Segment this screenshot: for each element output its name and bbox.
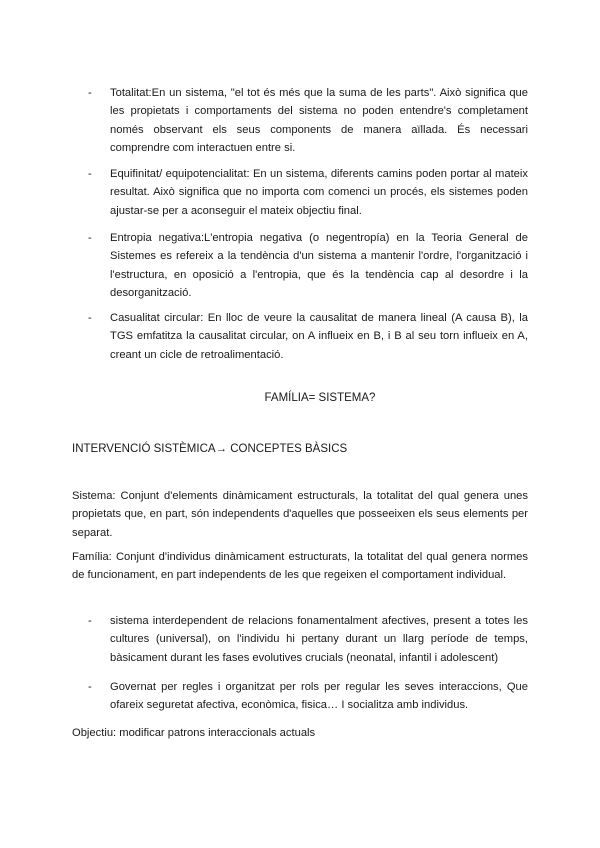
bullet-dash: - <box>88 87 92 99</box>
bullet-dash: - <box>88 312 92 324</box>
bullet-text: Equifinitat/ equipotencialitat: En un sistema, diferents camins poden portar al mateix resultat. Això significa que no importa com comenci un procés, els sistemes poden ajustar-se per a aconseguir el mateix objectiu final. <box>110 168 528 217</box>
objective-line: Objectiu: modificar patrons interaccionals actuals <box>72 727 316 739</box>
bullet-text: Governat per regles i organitzat per rols per regular les seves interaccions, Que ofareix seguretat afectiva, econòmica, fisica… I socialitza amb individus. <box>110 681 528 712</box>
bullet-text: Casualitat circular: En lloc de veure la causalitat de manera lineal (A causa B), la TGS emfatitza la causalitat circular, on A influeix en B, i B al seu torn influeix en A, creant un cicle de retroalimentació. <box>110 312 528 361</box>
definition-familia: Família: Conjunt d'individus dinàmicament estructurats, la totalitat del qual genera normes de funcionament, en part independents de les que regeixen el comportament individual. <box>72 551 528 582</box>
bullet-text: Entropia negativa:L'entropia negativa (o negentropía) en la Teoria General de Sistemes es refereix a la tendència d'un sistema a mantenir l'ordre, l'organització i l'estructura, en oposició a l'entropia, que és la tendència cap al desordre i la desorganització. <box>110 232 528 299</box>
bullet-text: Totalitat:En un sistema, "el tot és més que la suma de les parts". Això significa que les propietats i comportaments del sistema no poden entendre's completament només observant els seus components de manera aïllada. És necessari comprendre com interactuen entre si. <box>110 87 528 154</box>
bullet-dash: - <box>88 681 92 693</box>
section-heading: INTERVENCIÓ SISTÈMICA→ CONCEPTES BÀSICS <box>72 443 348 455</box>
definition-sistema: Sistema: Conjunt d'elements dinàmicament estructurals, la totalitat del qual genera unes propietats que, en part, són independents d'aquelles que posseeixen els seus elements per separat. <box>72 490 528 539</box>
bullet-dash: - <box>88 168 92 180</box>
family-system-question: FAMÍLIA= SISTEMA? <box>264 392 376 404</box>
bullet-dash: - <box>88 615 92 627</box>
bullet-dash: - <box>88 232 92 244</box>
bullet-text: sistema interdependent de relacions fonamentalment afectives, present a totes les cultures (universal), on l'individu hi pertany durant un llarg període de temps, bàsicament durant les fases evolutives crucials (neonatal, infantil i adolescent) <box>110 615 528 664</box>
